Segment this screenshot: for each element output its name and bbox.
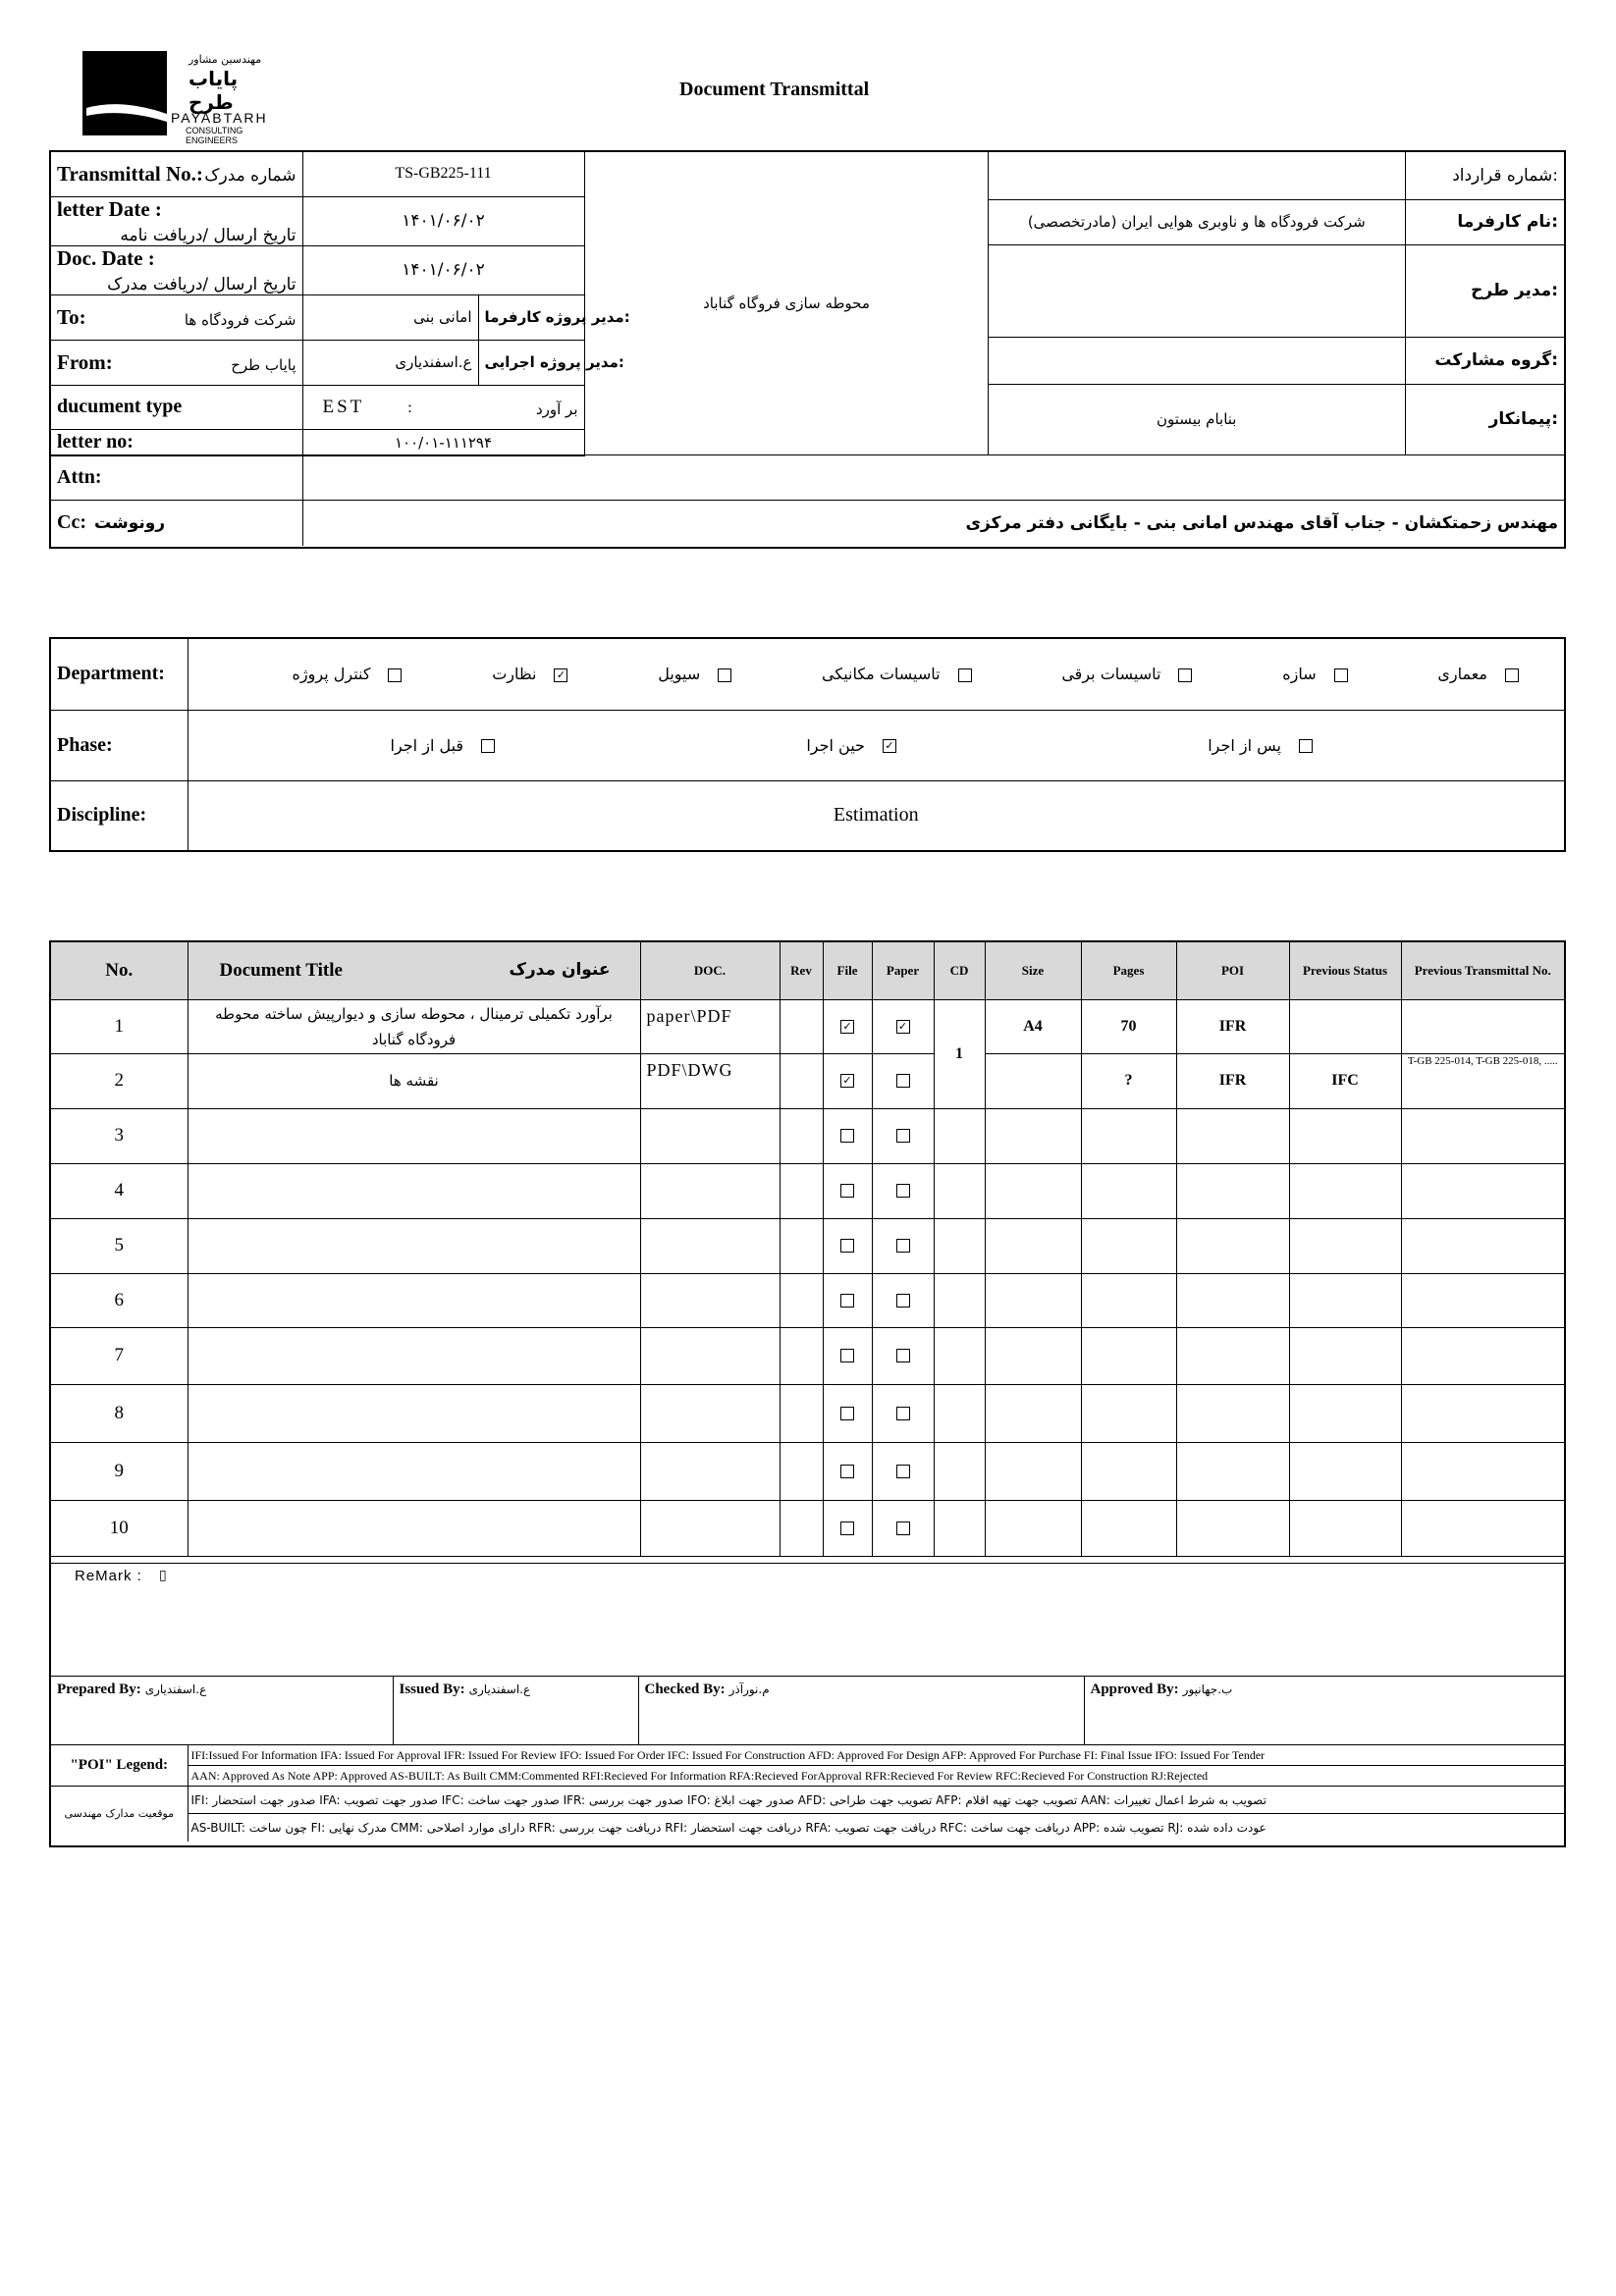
letter-date-label: letter Date : xyxy=(57,196,162,221)
signatures-table xyxy=(51,1676,1564,1745)
row-paper-checkbox[interactable] xyxy=(896,1465,910,1478)
department-checkbox[interactable] xyxy=(1178,668,1192,682)
project-name-cell xyxy=(584,152,989,454)
row-prev-status xyxy=(1289,999,1401,1053)
row-prev-transmittal xyxy=(1401,999,1564,1053)
row-pages xyxy=(1081,1218,1176,1273)
row-prev-status: IFC xyxy=(1289,1053,1401,1108)
phase-checkbox[interactable]: ✓ xyxy=(883,739,896,753)
row-file-checkbox[interactable]: ✓ xyxy=(840,1020,854,1034)
row-title xyxy=(188,1442,640,1500)
department-option-label: معماری xyxy=(1437,665,1487,684)
transmittal-no-label-fa: شماره مدرک xyxy=(204,165,296,186)
row-paper-checkbox[interactable] xyxy=(896,1239,910,1253)
table-row xyxy=(51,1163,1564,1218)
row-paper xyxy=(872,1442,934,1500)
row-cd xyxy=(934,1384,985,1442)
row-prev-transmittal xyxy=(1401,1273,1564,1327)
row-paper xyxy=(872,1163,934,1218)
department-option[interactable] xyxy=(1437,665,1519,683)
transmittal-no-label-cell xyxy=(51,152,302,196)
row-doc-type xyxy=(640,1384,780,1442)
row-size xyxy=(985,1053,1081,1108)
row-file xyxy=(823,1108,872,1163)
row-rev xyxy=(780,1273,823,1327)
table-row xyxy=(51,999,1564,1053)
department-checkbox[interactable] xyxy=(1505,668,1519,682)
row-prev-status xyxy=(1289,1500,1401,1556)
from-cell xyxy=(51,340,302,385)
row-file xyxy=(823,1163,872,1218)
row-paper-checkbox[interactable] xyxy=(896,1074,910,1088)
row-file xyxy=(823,1327,872,1384)
exec-pm-name: ع.اسفندیاری xyxy=(302,340,478,385)
issued-by-label: Issued By: xyxy=(399,1682,465,1697)
row-prev-transmittal: T-GB 225-014, T-GB 225-018, ..... xyxy=(1401,1053,1564,1108)
row-cd xyxy=(934,1218,985,1273)
row-doc-type xyxy=(640,1108,780,1163)
legend-table xyxy=(51,1744,1564,1842)
row-file-checkbox[interactable] xyxy=(840,1522,854,1535)
phase-option[interactable] xyxy=(806,736,896,755)
row-pages xyxy=(1081,1500,1176,1556)
row-no: 8 xyxy=(51,1384,188,1442)
row-paper-checkbox[interactable] xyxy=(896,1349,910,1362)
approved-by-cell xyxy=(1084,1677,1564,1745)
table-row xyxy=(51,1273,1564,1327)
documents-box xyxy=(49,940,1566,1847)
phase-label: Phase: xyxy=(51,710,188,780)
client-name-value: شرکت فرودگاه ها و ناوبری هوایی ایران (مادرتخصصی) xyxy=(989,199,1405,244)
checked-by-name: م.نورآذر xyxy=(728,1682,770,1696)
discipline-label: Discipline: xyxy=(51,780,188,850)
row-cd xyxy=(934,1273,985,1327)
row-poi xyxy=(1176,1384,1289,1442)
phase-option-label: قبل از اجرا xyxy=(390,735,464,755)
row-prev-transmittal xyxy=(1401,1108,1564,1163)
col-poi: POI xyxy=(1176,942,1289,999)
row-poi xyxy=(1176,1108,1289,1163)
row-file-checkbox[interactable] xyxy=(840,1349,854,1362)
approved-by-name: ب.جهانپور xyxy=(1182,1682,1233,1696)
row-doc-type xyxy=(640,1442,780,1500)
row-file-checkbox[interactable] xyxy=(840,1465,854,1478)
row-no: 2 xyxy=(51,1053,188,1108)
row-file-checkbox[interactable] xyxy=(840,1294,854,1308)
col-prev-transmittal: Previous Transmittal No. xyxy=(1401,942,1564,999)
transmittal-info-box xyxy=(49,150,1566,549)
remark-label: ReMark : xyxy=(75,1568,142,1584)
row-title xyxy=(188,1218,640,1273)
col-cd: CD xyxy=(934,942,985,999)
row-paper xyxy=(872,1108,934,1163)
row-prev-status xyxy=(1289,1273,1401,1327)
row-no: 5 xyxy=(51,1218,188,1273)
department-option[interactable] xyxy=(1061,665,1192,683)
row-rev xyxy=(780,1327,823,1384)
documents-rows xyxy=(51,999,1564,1556)
phase-option[interactable] xyxy=(391,736,496,755)
row-no: 7 xyxy=(51,1327,188,1384)
row-prev-transmittal xyxy=(1401,1163,1564,1218)
department-option[interactable] xyxy=(492,665,567,683)
doc-type-fa: بر آورد xyxy=(535,400,578,418)
row-prev-transmittal xyxy=(1401,1327,1564,1384)
attn-label: Attn: xyxy=(51,455,302,501)
row-rev xyxy=(780,999,823,1053)
poi-legend-line-1: IFI:Issued For Information IFA: Issued For Approval IFR: Issued For Review IFO: Issued For Order IFC: Issued For Construction AFD: Approved For Design AFP: Approved For Purchase FI: Final Issue IFO: Issued For Tender xyxy=(188,1745,1564,1766)
row-rev xyxy=(780,1442,823,1500)
row-paper xyxy=(872,1053,934,1108)
classification-table xyxy=(51,639,1564,850)
contract-no-value xyxy=(989,152,1405,199)
col-doc: DOC. xyxy=(640,942,780,999)
to-value: شرکت فرودگاه ها xyxy=(184,310,296,329)
phase-option[interactable] xyxy=(1208,736,1313,755)
logo-en-sub: CONSULTING ENGINEERS xyxy=(186,126,243,145)
transmittal-left-table xyxy=(51,152,630,456)
doc-type-value: EST xyxy=(322,396,365,417)
issued-by-cell xyxy=(393,1677,638,1745)
contractor-label: پیمانکار: xyxy=(1405,384,1564,454)
row-paper-checkbox[interactable] xyxy=(896,1407,910,1420)
contract-no-label: شماره قرارداد: xyxy=(1405,152,1564,199)
logo-fa-name: پایاب طرح xyxy=(189,67,239,114)
phase-option-label: پس از اجرا xyxy=(1208,735,1281,755)
department-label: Department: xyxy=(51,639,188,710)
classification-box xyxy=(49,637,1566,852)
row-no: 10 xyxy=(51,1500,188,1556)
row-paper xyxy=(872,1218,934,1273)
row-pages xyxy=(1081,1108,1176,1163)
row-rev xyxy=(780,1108,823,1163)
doc-type-label: ducument type xyxy=(51,385,302,429)
row-size xyxy=(985,1163,1081,1218)
col-paper: Paper xyxy=(872,942,934,999)
prepared-by-cell xyxy=(51,1677,393,1745)
row-paper-checkbox[interactable] xyxy=(896,1522,910,1535)
poi-legend-line-2: AAN: Approved As Note APP: Approved AS-BUILT: As Built CMM:Commented RFI:Recieved For Information RFA:Recieved ForApproval RFR:Recieved For Review RFC:Recieved For Construction RJ:Rejected xyxy=(188,1766,1564,1787)
row-size xyxy=(985,1327,1081,1384)
row-paper xyxy=(872,999,934,1053)
row-paper xyxy=(872,1500,934,1556)
row-size: A4 xyxy=(985,999,1081,1053)
col-no: No. xyxy=(51,942,188,999)
row-title xyxy=(188,1273,640,1327)
row-pages xyxy=(1081,1163,1176,1218)
client-pm-name: امانی بنی xyxy=(302,294,478,340)
row-size xyxy=(985,1384,1081,1442)
row-title xyxy=(188,1163,640,1218)
row-poi xyxy=(1176,1273,1289,1327)
department-option[interactable] xyxy=(1282,665,1347,683)
table-row xyxy=(51,1327,1564,1384)
row-pages xyxy=(1081,1327,1176,1384)
partnership-value xyxy=(989,337,1405,384)
project-name: محوطه سازی فروگاه گناباد xyxy=(703,294,870,312)
partnership-label: گروه مشارکت: xyxy=(1405,337,1564,384)
department-options xyxy=(188,639,1564,710)
row-title xyxy=(188,1108,640,1163)
row-file xyxy=(823,1273,872,1327)
department-option[interactable] xyxy=(658,665,731,683)
doc-date-label-cell xyxy=(51,245,302,294)
row-paper xyxy=(872,1273,934,1327)
prepared-by-label: Prepared By: xyxy=(57,1682,141,1697)
row-prev-status xyxy=(1289,1384,1401,1442)
row-doc-type: paper\PDF xyxy=(640,999,780,1053)
row-cd xyxy=(934,1327,985,1384)
col-file: File xyxy=(823,942,872,999)
letter-date-label-cell xyxy=(51,196,302,245)
letter-date-value: ۱۴۰۱/۰۶/۰۲ xyxy=(302,196,584,245)
row-size xyxy=(985,1273,1081,1327)
row-poi xyxy=(1176,1163,1289,1218)
fa-legend-label: موقعیت مدارک مهندسی xyxy=(51,1787,188,1842)
row-rev xyxy=(780,1384,823,1442)
fa-legend-line-1: IFI: صدور جهت استحضار IFA: صدور جهت تصویب IFC: صدور جهت ساخت IFR: صدور جهت بررسی IFO: صدور جهت ابلاغ AFD: تصویب جهت طراحی AFP: تصویب جهت تهیه اقلام AAN: تصویب به شرط اعمال تغییرات xyxy=(188,1787,1564,1814)
row-paper xyxy=(872,1327,934,1384)
table-row xyxy=(51,1500,1564,1556)
letter-date-label-fa: تاریخ ارسال /دریافت نامه xyxy=(120,225,296,245)
department-option-label: تاسیسات مکانیکی xyxy=(822,665,941,684)
row-prev-transmittal xyxy=(1401,1384,1564,1442)
exec-pm-label: مدیر پروژه اجرایی: xyxy=(478,340,584,385)
department-checkbox[interactable]: ✓ xyxy=(554,668,567,682)
col-size: Size xyxy=(985,942,1081,999)
from-value: پایاب طرح xyxy=(231,355,296,374)
transmittal-no-label: Transmittal No.: xyxy=(57,161,203,186)
phase-checkbox[interactable] xyxy=(481,739,495,753)
row-size xyxy=(985,1442,1081,1500)
row-title xyxy=(188,1500,640,1556)
department-option-label: تاسیسات برقی xyxy=(1061,665,1161,684)
from-label: From: xyxy=(57,349,113,374)
cc-value: مهندس زحمتکشان - جناب آقای مهندس امانی بنی - بایگانی دفتر مرکزی xyxy=(302,501,1564,546)
logo-en-name: PAYABTARH xyxy=(171,110,268,126)
department-option-label: سازه xyxy=(1282,665,1317,684)
department-option-label: سیویل xyxy=(658,665,701,684)
row-pages xyxy=(1081,1384,1176,1442)
discipline-value: Estimation xyxy=(188,780,1564,850)
approved-by-label: Approved By: xyxy=(1090,1682,1179,1697)
row-file-checkbox[interactable] xyxy=(840,1184,854,1198)
client-pm-label: مدیر پروژه کارفرما: xyxy=(478,294,584,340)
department-checkbox[interactable] xyxy=(1334,668,1348,682)
attn-value xyxy=(302,455,1564,501)
transmittal-right-table xyxy=(989,152,1564,455)
row-no: 3 xyxy=(51,1108,188,1163)
company-logo xyxy=(82,51,289,145)
row-prev-transmittal xyxy=(1401,1218,1564,1273)
row-poi xyxy=(1176,1327,1289,1384)
row-file-checkbox[interactable] xyxy=(840,1239,854,1253)
row-poi: IFR xyxy=(1176,999,1289,1053)
letter-no-label: letter no: xyxy=(51,429,302,455)
department-checkbox[interactable] xyxy=(958,668,972,682)
row-prev-status xyxy=(1289,1163,1401,1218)
row-poi xyxy=(1176,1442,1289,1500)
phase-checkbox[interactable] xyxy=(1299,739,1313,753)
phase-option-label: حین اجرا xyxy=(806,735,865,755)
row-title: برآورد تکمیلی ترمینال ، محوطه سازی و دیوارپیش ساخته محوطه فرودگاه گناباد xyxy=(188,999,640,1053)
table-row xyxy=(51,1442,1564,1500)
remark-glyph: ▯ xyxy=(159,1569,167,1583)
department-checkbox[interactable] xyxy=(388,668,402,682)
row-pages: 70 xyxy=(1081,999,1176,1053)
row-poi: IFR xyxy=(1176,1053,1289,1108)
phase-options xyxy=(188,710,1564,780)
fa-legend-line-2: AS-BUILT: چون ساخت FI: مدرک نهایی CMM: دارای موارد اصلاحی RFR: دریافت جهت بررسی RFI: دریافت جهت استحضار RFA: دریافت جهت تصویب RFC: دریافت جهت ساخت APP: تصویب شده RJ: عودت داده شده xyxy=(188,1814,1564,1842)
row-size xyxy=(985,1500,1081,1556)
row-rev xyxy=(780,1053,823,1108)
design-manager-value xyxy=(989,244,1405,337)
col-title-fa: عنوان مدرک xyxy=(509,959,611,980)
cc-label: Cc: xyxy=(57,511,86,534)
poi-legend-label: "POI" Legend: xyxy=(51,1745,188,1787)
issued-by-name: ع.اسفندیاری xyxy=(468,1682,531,1696)
row-cd xyxy=(934,1108,985,1163)
page-title: Document Transmittal xyxy=(679,79,870,100)
doc-date-label-fa: تاریخ ارسال /دریافت مدرک xyxy=(107,274,296,294)
department-option[interactable] xyxy=(822,665,972,683)
row-prev-status xyxy=(1289,1442,1401,1500)
prepared-by-name: ع.اسفندیاری xyxy=(144,1682,207,1696)
cc-label-fa: رونوشت xyxy=(93,513,166,534)
row-cd xyxy=(934,1500,985,1556)
logo-fa-top: مهندسین مشاور xyxy=(189,53,262,66)
row-cd xyxy=(934,1442,985,1500)
letter-no-value: ۱۰۰/۰۱-۱۱۱۲۹۴ xyxy=(302,429,584,455)
col-prev-status: Previous Status xyxy=(1289,942,1401,999)
checked-by-label: Checked By: xyxy=(644,1682,726,1697)
to-label: To: xyxy=(57,304,86,329)
row-size xyxy=(985,1108,1081,1163)
row-poi xyxy=(1176,1218,1289,1273)
row-file-checkbox[interactable]: ✓ xyxy=(840,1074,854,1088)
row-pages xyxy=(1081,1442,1176,1500)
row-prev-transmittal xyxy=(1401,1500,1564,1556)
row-no: 4 xyxy=(51,1163,188,1218)
row-doc-type xyxy=(640,1273,780,1327)
row-file xyxy=(823,1384,872,1442)
row-no: 1 xyxy=(51,999,188,1053)
table-row xyxy=(51,1108,1564,1163)
remark-area xyxy=(51,1563,1564,1676)
row-rev xyxy=(780,1218,823,1273)
table-row xyxy=(51,1053,1564,1108)
table-row xyxy=(51,1384,1564,1442)
row-doc-type xyxy=(640,1218,780,1273)
row-title xyxy=(188,1384,640,1442)
row-doc-type xyxy=(640,1500,780,1556)
row-cd: 1 xyxy=(934,999,985,1108)
documents-table xyxy=(51,942,1564,1557)
doc-type-cell xyxy=(302,385,584,429)
department-option-label: نظارت xyxy=(492,665,537,684)
department-option-label: کنترل پروژه xyxy=(292,665,371,684)
table-row xyxy=(51,1218,1564,1273)
col-title xyxy=(188,942,640,999)
row-file xyxy=(823,1442,872,1500)
client-name-label: نام کارفرما: xyxy=(1405,199,1564,244)
row-title xyxy=(188,1327,640,1384)
row-prev-status xyxy=(1289,1108,1401,1163)
row-doc-type xyxy=(640,1163,780,1218)
row-pages: ? xyxy=(1081,1053,1176,1108)
department-checkbox[interactable] xyxy=(718,668,731,682)
design-manager-label: مدیر طرح: xyxy=(1405,244,1564,337)
doc-type-colon: : xyxy=(407,399,412,416)
row-paper-checkbox[interactable] xyxy=(896,1184,910,1198)
row-file xyxy=(823,1218,872,1273)
cc-cell xyxy=(51,501,302,546)
row-cd xyxy=(934,1163,985,1218)
row-size xyxy=(985,1218,1081,1273)
row-title: نقشه ها xyxy=(188,1053,640,1108)
row-pages xyxy=(1081,1273,1176,1327)
row-poi xyxy=(1176,1500,1289,1556)
row-paper-checkbox[interactable]: ✓ xyxy=(896,1020,910,1034)
payabtarh-logo-icon xyxy=(82,51,167,135)
row-doc-type xyxy=(640,1327,780,1384)
row-prev-status xyxy=(1289,1327,1401,1384)
row-file-checkbox[interactable] xyxy=(840,1129,854,1143)
contractor-value: بنابام بیستون xyxy=(989,384,1405,454)
row-file xyxy=(823,1500,872,1556)
col-rev: Rev xyxy=(780,942,823,999)
transmittal-no-value: TS-GB225-111 xyxy=(302,152,584,196)
row-prev-status xyxy=(1289,1218,1401,1273)
row-no: 9 xyxy=(51,1442,188,1500)
row-paper-checkbox[interactable] xyxy=(896,1294,910,1308)
doc-date-value: ۱۴۰۱/۰۶/۰۲ xyxy=(302,245,584,294)
row-file xyxy=(823,999,872,1053)
row-doc-type: PDF\DWG xyxy=(640,1053,780,1108)
checked-by-cell xyxy=(638,1677,1084,1745)
row-paper-checkbox[interactable] xyxy=(896,1129,910,1143)
row-file xyxy=(823,1053,872,1108)
row-file-checkbox[interactable] xyxy=(840,1407,854,1420)
row-prev-transmittal xyxy=(1401,1442,1564,1500)
row-paper xyxy=(872,1384,934,1442)
row-no: 6 xyxy=(51,1273,188,1327)
col-pages: Pages xyxy=(1081,942,1176,999)
department-option[interactable] xyxy=(293,665,403,683)
to-cell xyxy=(51,294,302,340)
row-rev xyxy=(780,1163,823,1218)
col-title-en: Document Title xyxy=(219,959,343,981)
row-rev xyxy=(780,1500,823,1556)
doc-date-label: Doc. Date : xyxy=(57,245,155,270)
attn-cc-table xyxy=(51,454,1564,546)
